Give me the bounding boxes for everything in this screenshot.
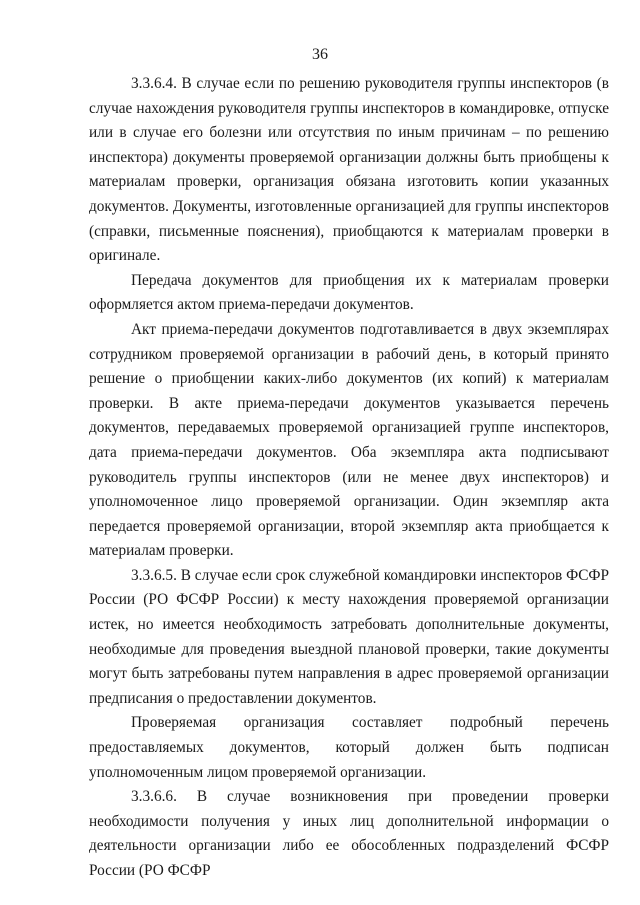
paragraph-transfer: Передача документов для приобщения их к материалам проверки оформляется актом приема-передачи документов. [89, 271, 609, 314]
document-body [89, 72, 609, 884]
paragraph-list: Проверяемая организация составляет подробный перечень предоставляемых документов, который должен быть подписан уполномоченным лицом проверяемой организации. [89, 714, 609, 781]
paragraph-3-3-6-5: 3.3.6.5. В случае если срок служебной командировки инспекторов ФСФР России (РО ФСФР России) к месту нахождения проверяемой организации истек, но имеется необходимость затребовать дополнительные документы, необходимые для проведения выездной плановой проверки, такие документы могут быть затребованы путем направления в адрес проверяемой организации предписания о предоставлении документов. [89, 566, 609, 707]
paragraph-3-3-6-6: 3.3.6.6. В случае возникновения при проведении проверки необходимости получения у иных лиц дополнительной информации о деятельности организации либо ее обособленных подразделений ФСФР России (РО ФСФР [89, 788, 609, 879]
paragraph-3-3-6-4: 3.3.6.4. В случае если по решению руководителя группы инспекторов (в случае нахождения руководителя группы инспекторов в командировке, отпуске или в случае его болезни или отсутствия по иным причинам – по решению инспектора) документы проверяемой организации должны быть приобщены к материалам проверки, организация обязана изготовить копии указанных документов. Документы, изготовленные организацией для группы инспекторов (справки, письменные пояснения), приобщаются к материалам проверки в оригинале. [89, 75, 609, 265]
page-number: 36 [312, 46, 328, 63]
paragraph-act: Акт приема-передачи документов подготавливается в двух экземплярах сотрудником проверяемой организации в рабочий день, в который принято решение о приобщении каких-либо документов (их копий) к материалам проверки. В акте приема-передачи документов указывается перечень документов, передаваемых проверяемой организацией группе инспекторов, дата приема-передачи документов. Оба экземпляра акта подписывают руководитель группы инспекторов (или не менее двух инспекторов) и уполномоченное лицо проверяемой организации. Один экземпляр акта передается проверяемой организации, второй экземпляр акта приобщается к материалам проверки. [89, 320, 609, 560]
